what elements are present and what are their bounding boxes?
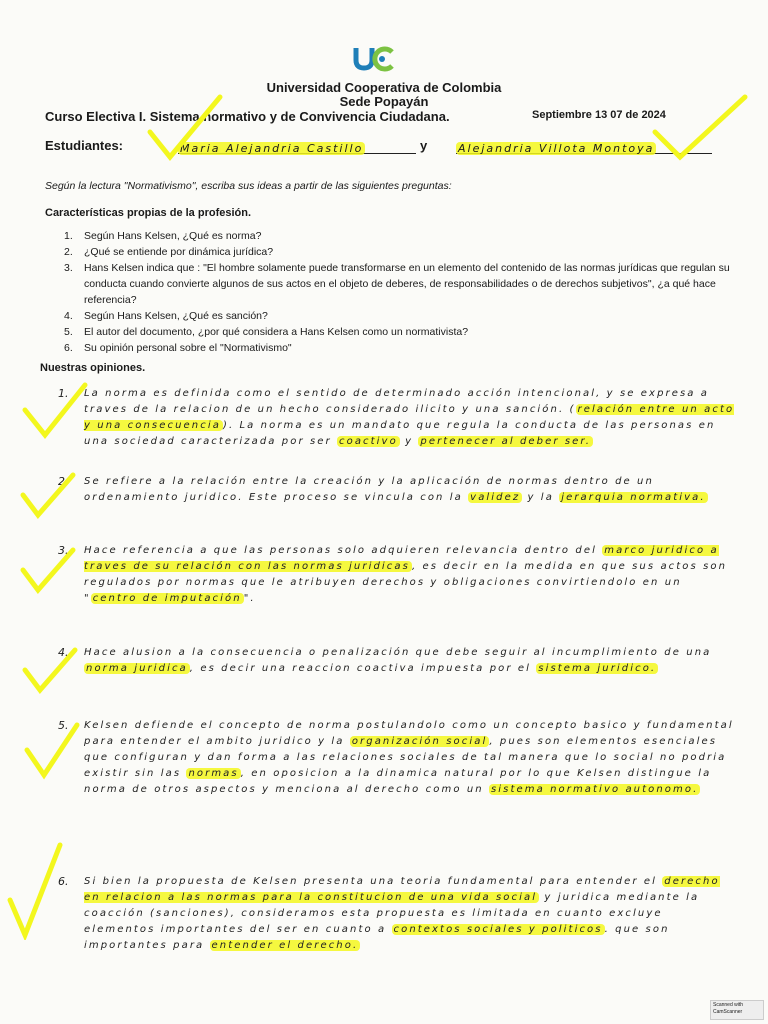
answer-number: 1. xyxy=(58,387,69,400)
highlighted-text: pertenecer al deber ser. xyxy=(420,436,591,447)
highlighted-text: normas xyxy=(188,768,239,779)
answer-text-segment: , es decir en la medida en que sus actos son regulados por normas que le atribuyen derechos y obligaciones convirtiendolo en un " xyxy=(84,561,728,604)
student-2-name: Alejandria Villota Montoya xyxy=(458,142,655,155)
answer-number: 5. xyxy=(58,719,69,732)
answer-text-segment: Se refiere a la relación entre la creación y la aplicación de normas dentro de un ordenamiento juridico. Este proceso se vincula con la xyxy=(84,476,654,503)
highlighted-text: norma juridica xyxy=(86,663,188,674)
highlighted-text: relación entre un acto y una consecuencia xyxy=(84,404,735,431)
check-mark-icon xyxy=(18,545,78,595)
highlighted-text: contextos sociales y politicos xyxy=(393,924,603,935)
answer-text-segment: Hace referencia a que las personas solo adquieren relevancia dentro del xyxy=(84,545,603,556)
check-mark-icon xyxy=(18,470,78,520)
question-item: 4. Según Hans Kelsen, ¿Qué es sanción? xyxy=(64,310,268,322)
opinions-title: Nuestras opiniones. xyxy=(40,362,146,374)
answer-block xyxy=(58,474,738,506)
university-name: Universidad Cooperativa de Colombia xyxy=(266,80,502,95)
highlighted-text: centro de imputación xyxy=(92,593,242,604)
university-logo xyxy=(352,44,398,72)
question-item: 5. El autor del documento, ¿por qué considera a Hans Kelsen como un normativista? xyxy=(64,326,469,338)
answer-number: 3. xyxy=(58,544,69,557)
check-mark-icon xyxy=(145,92,225,162)
answer-text xyxy=(84,474,738,506)
highlighted-text: sistema juridico. xyxy=(538,663,657,674)
student-1-name: Maria Alejandria Castillo xyxy=(180,142,364,155)
answer-text xyxy=(84,543,738,607)
answer-block xyxy=(58,874,738,954)
answer-text-segment: La norma es definida como el sentido de determinado acción intencional, y se expresa a traves de la relacion de un hecho considerado ilicito y una sanción. ( xyxy=(84,388,710,415)
answer-text-segment: . que son importantes para xyxy=(84,924,670,951)
scanner-badge: Scanned with CamScanner xyxy=(710,1000,764,1020)
question-item: 3. Hans Kelsen indica que : "El hombre solamente puede transformarse en un elemento del contenido de las normas jurídicas que regulan su conducta cuando convierte algunos de sus actos en el objeto de deberes, de responsabilidades o de derechos subjetivos", ¿a qué hace referencia? xyxy=(64,262,730,306)
answer-number: 2. xyxy=(58,475,69,488)
students-label: Estudiantes: xyxy=(45,138,124,153)
answer-block xyxy=(58,645,738,677)
answer-text xyxy=(84,645,738,677)
highlighted-text: jerarquia normativa. xyxy=(561,492,706,503)
question-item: 1. Según Hans Kelsen, ¿Qué es norma? xyxy=(64,230,262,242)
answer-text xyxy=(84,386,738,450)
answer-block xyxy=(58,543,738,607)
answer-block xyxy=(58,718,738,798)
answer-text-segment: ". xyxy=(243,593,256,604)
answer-text-segment: y la xyxy=(522,492,560,503)
instructions: Según la lectura "Normativismo", escriba sus ideas a partir de las siguientes preguntas: xyxy=(45,180,452,192)
answer-text xyxy=(84,874,738,954)
check-mark-icon xyxy=(20,380,90,440)
answer-text-segment: Kelsen defiende el concepto de norma postulandolo como un concepto basico y fundamental para entender el ambito juridico y la xyxy=(84,720,734,747)
questions-list xyxy=(64,228,744,356)
highlighted-text: marco juridico a traves de su relación con las normas juridicas xyxy=(84,545,719,572)
highlighted-text: entender el derecho. xyxy=(211,940,359,951)
check-mark-icon xyxy=(22,720,82,780)
check-mark-icon xyxy=(5,840,65,940)
answer-text-segment: , es decir una reaccion coactiva impuesta por el xyxy=(189,663,537,674)
question-item: 6. Su opinión personal sobre el "Normativismo" xyxy=(64,342,292,354)
answer-block xyxy=(58,386,738,450)
answer-text-segment: , en oposicion a la dinamica natural por lo que Kelsen distingue la norma de otros aspectos y menciona al derecho como un xyxy=(84,768,712,795)
highlighted-text: derecho en relacion a las normas para la constitucion de una vida social xyxy=(84,876,720,903)
check-mark-icon xyxy=(20,645,80,695)
answer-text xyxy=(84,718,738,798)
answer-text-segment: y xyxy=(399,436,419,447)
highlighted-text: validez xyxy=(470,492,521,503)
check-mark-icon xyxy=(650,92,750,162)
answer-text-segment: , pues son elementos esenciales que configuran y dan forma a las relaciones sociales de tal manera que lo social no podria existir sin las xyxy=(84,736,727,779)
highlighted-text: organización social xyxy=(351,736,488,747)
answer-text-segment: Hace alusion a la consecuencia o penalización que debe seguir al incumplimiento de una xyxy=(84,647,712,658)
answer-number: 6. xyxy=(58,875,69,888)
question-item: 2. ¿Qué se entiende por dinámica jurídica? xyxy=(64,246,274,258)
campus-name: Sede Popayán xyxy=(339,94,429,109)
answer-number: 4. xyxy=(58,646,69,659)
students-connector: y xyxy=(420,138,428,153)
answer-text-segment: y juridica mediante la coacción (sanciones), consideramos esta propuesta es limitada en cuanto excluye elementos importantes del ser en cuanto a xyxy=(84,892,700,935)
highlighted-text: sistema normativo autonomo. xyxy=(490,784,699,795)
answer-text-segment: Si bien la propuesta de Kelsen presenta una teoria fundamental para entender el xyxy=(84,876,663,887)
answer-text-segment: ). La norma es un mandato que regula la conducta de las personas en una sociedad caracterizada por ser xyxy=(84,420,716,447)
course-title: Curso Electiva I. Sistema normativo y de Convivencia Ciudadana. xyxy=(45,109,450,124)
highlighted-text: coactivo xyxy=(339,436,398,447)
section-title: Características propias de la profesión. xyxy=(45,207,252,219)
document-date: Septiembre 13 07 de 2024 xyxy=(532,109,666,121)
